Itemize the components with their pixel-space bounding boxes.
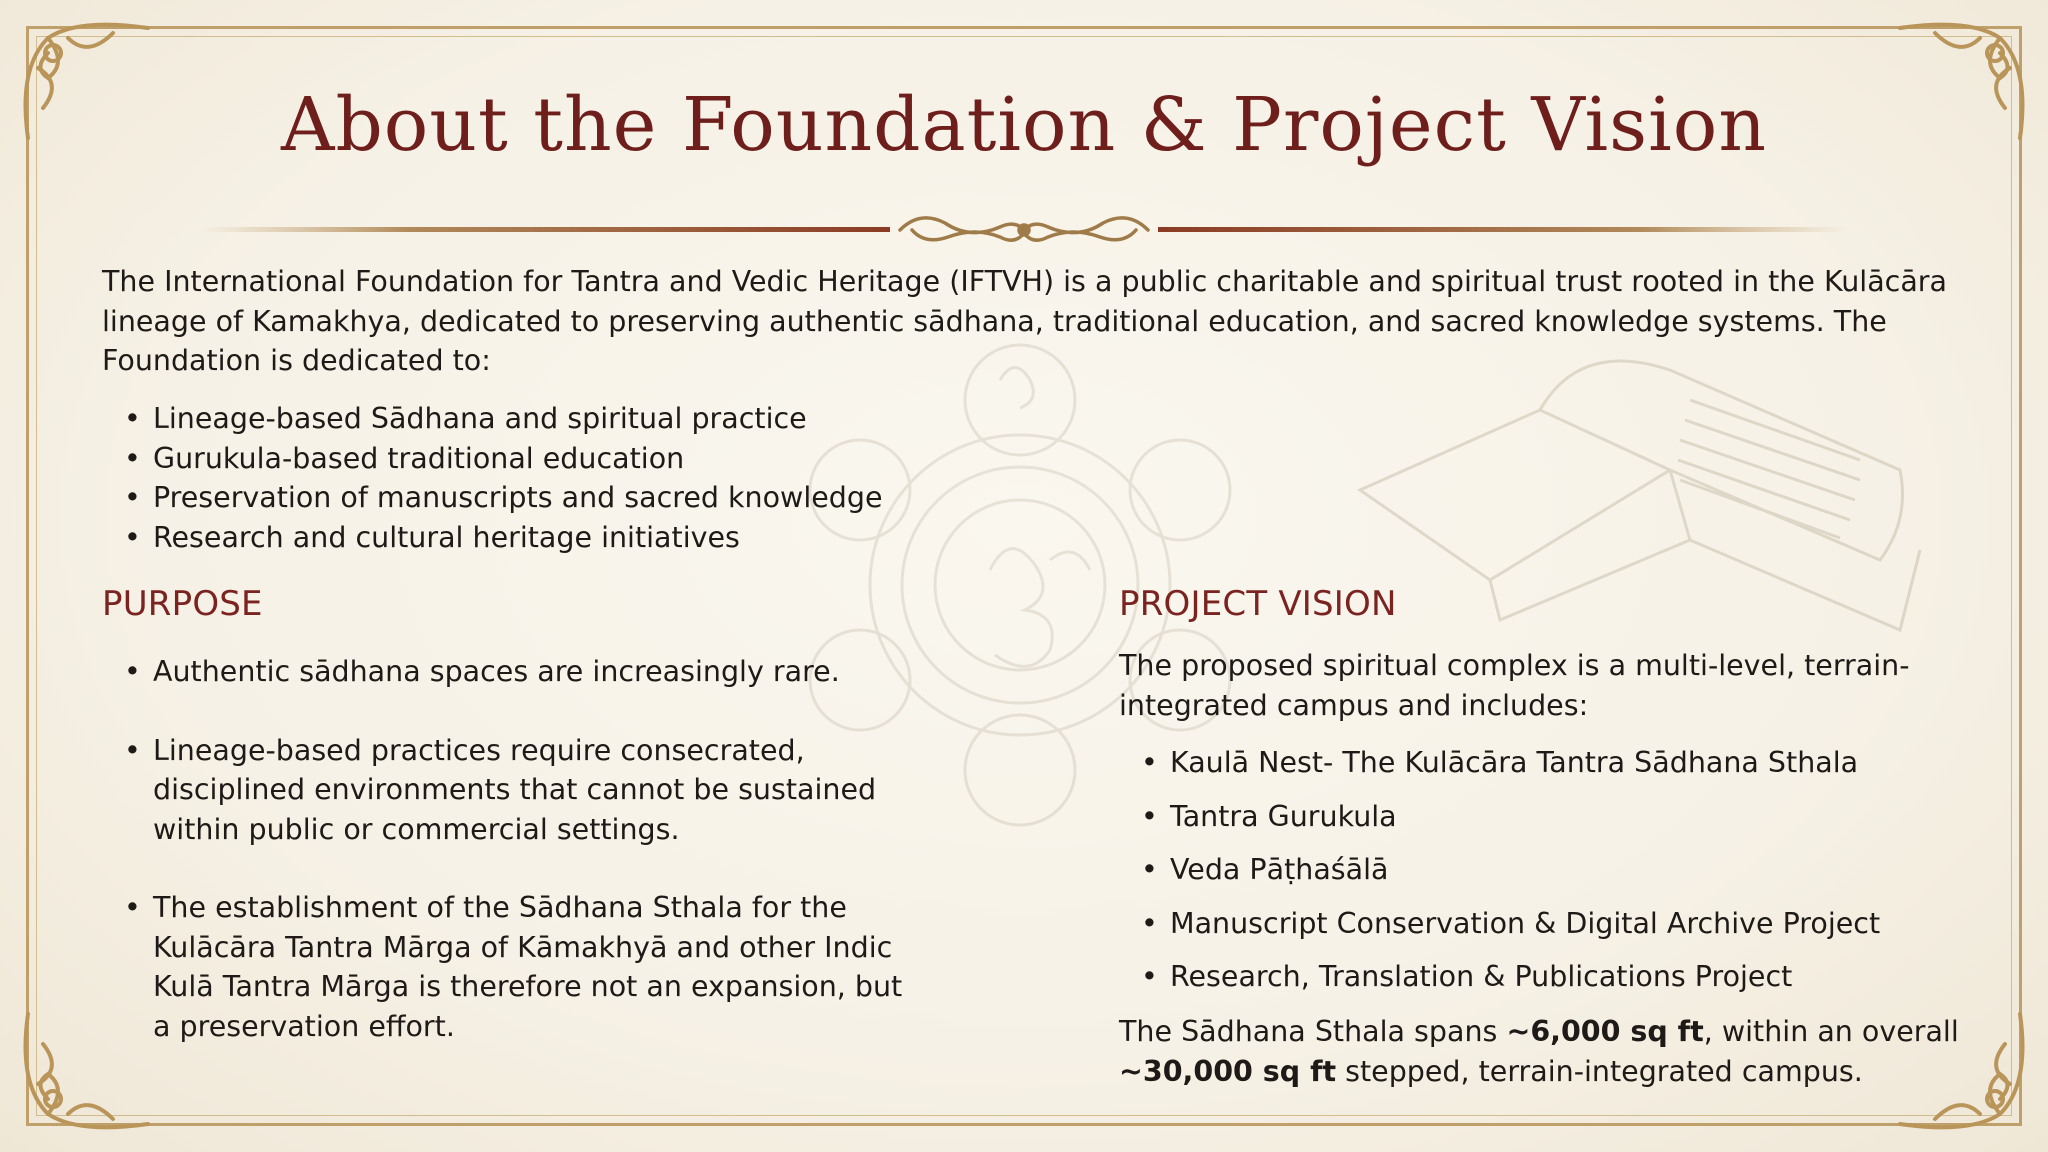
title-divider-flourish <box>200 205 1848 255</box>
foundation-intro <box>102 262 1962 381</box>
list-item: • Research, Translation & Publications Project <box>1119 957 1959 997</box>
summary-text: The Sādhana Sthala spans <box>1119 1015 1507 1048</box>
vision-list <box>1119 743 1959 997</box>
vision-list-container <box>1119 743 1959 1011</box>
list-item: • Manuscript Conservation & Digital Archive Project <box>1119 904 1959 944</box>
purpose-heading: PURPOSE <box>102 584 263 624</box>
list-item: • Authentic sādhana spaces are increasingly rare. <box>102 652 922 692</box>
campus-size-summary <box>1119 1012 1959 1091</box>
sadhana-area-value: ~6,000 sq ft <box>1506 1015 1704 1048</box>
campus-area-value: ~30,000 sq ft <box>1119 1054 1337 1088</box>
list-item: • Kaulā Nest- The Kulācāra Tantra Sādhana Sthala <box>1119 743 1959 783</box>
list-item: • Gurukula-based traditional education <box>102 439 883 479</box>
vision-intro: The proposed spiritual complex is a multi-level, terrain-integrated campus and includes: <box>1119 649 1910 722</box>
project-vision-heading: PROJECT VISION <box>1119 584 1397 624</box>
summary-text: stepped, terrain-integrated campus. <box>1336 1054 1863 1088</box>
list-item: • Lineage-based practices require consecrated, disciplined environments that cannot be sustained within public or commercial settings. <box>102 731 922 850</box>
list-item: • Tantra Gurukula <box>1119 797 1959 837</box>
list-item: • Preservation of manuscripts and sacred knowledge <box>102 478 883 518</box>
list-item: • The establishment of the Sādhana Sthala for the Kulācāra Tantra Mārga of Kāmakhyā and other Indic Kulā Tantra Mārga is therefore not an expansion, but a preservation effort. <box>102 888 922 1046</box>
intro-paragraph: The International Foundation for Tantra and Vedic Heritage (IFTVH) is a public charitable and spiritual trust rooted in the Kulācāra lineage of Kamakhya, dedicated to preserving authentic sādhana, traditional education, and sacred knowledge systems. The Foundation is dedicated to: <box>102 265 1947 377</box>
page-title: About the Foundation & Project Vision <box>281 82 1767 168</box>
list-item: • Lineage-based Sādhana and spiritual practice <box>102 399 883 439</box>
dedication-list-container <box>102 399 883 557</box>
dedication-list <box>102 399 883 557</box>
purpose-list <box>102 652 922 1046</box>
list-item: • Research and cultural heritage initiatives <box>102 518 883 558</box>
list-item: • Veda Pāṭhaśālā <box>1119 850 1959 890</box>
purpose-list-container <box>102 652 922 1085</box>
summary-text: , within an overall <box>1703 1015 1959 1048</box>
